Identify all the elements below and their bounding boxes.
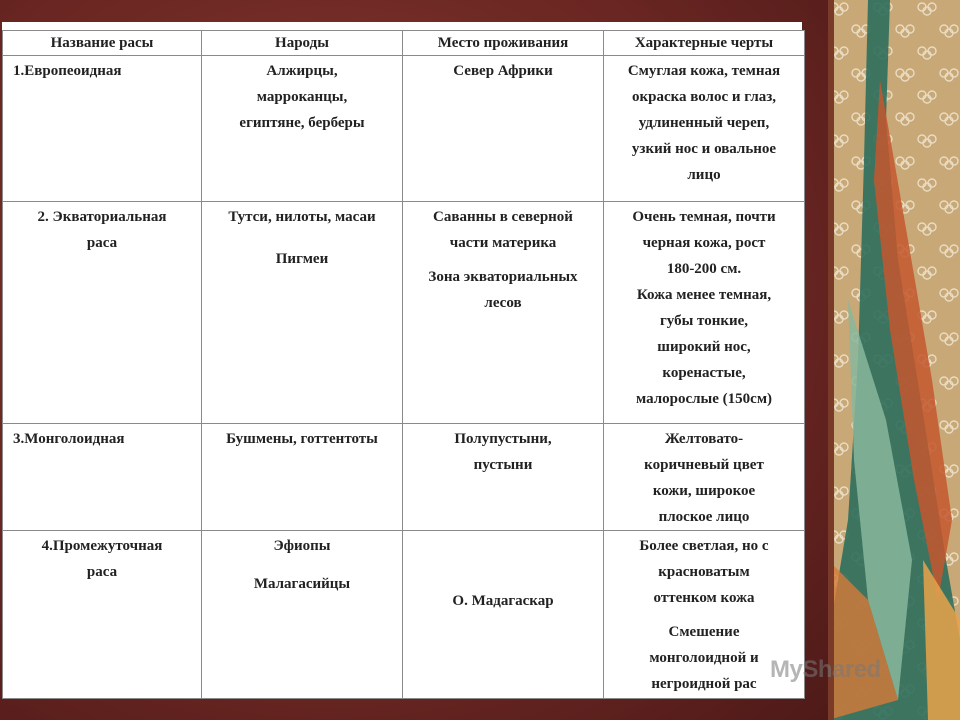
- race-cell: 1.Европеоидная: [3, 56, 202, 202]
- table-row: [3, 202, 805, 424]
- table-row: [3, 531, 805, 699]
- watermark-text: MyShared: [770, 656, 881, 683]
- race-cell: 4.Промежуточная раса: [3, 531, 202, 699]
- decorative-pattern-icon: [828, 0, 960, 720]
- peoples-cell: Тутси, нилоты, масаи Пигмеи: [202, 202, 403, 424]
- peoples-cell: Бушмены, готтентоты: [202, 424, 403, 531]
- features-cell: Очень темная, почти черная кожа, рост 180-200 см. Кожа менее темная, губы тонкие, широкий нос, коренастые, малорослые (150см): [604, 202, 805, 424]
- features-cell: Смуглая кожа, темная окраска волос и глаз, удлиненный череп, узкий нос и овальное лицо: [604, 56, 805, 202]
- header-place: Место проживания: [403, 31, 604, 56]
- race-cell: 3.Монголоидная: [3, 424, 202, 531]
- peoples-cell: Эфиопы Малагасийцы: [202, 531, 403, 699]
- place-cell: Полупустыни, пустыни: [403, 424, 604, 531]
- place-cell: Саванны в северной части материка Зона экваториальных лесов: [403, 202, 604, 424]
- header-peoples: Народы: [202, 31, 403, 56]
- header-features: Характерные черты: [604, 31, 805, 56]
- race-cell: 2. Экваториальная раса: [3, 202, 202, 424]
- table-row: [3, 56, 805, 202]
- table-header-row: [3, 31, 805, 56]
- features-cell: Желтовато- коричневый цвет кожи, широкое плоское лицо: [604, 424, 805, 531]
- place-cell: Север Африки: [403, 56, 604, 202]
- features-cell: Более светлая, но с красноватым оттенком кожа Смешение монголоидной и негроидной рас: [604, 531, 805, 699]
- peoples-cell: Алжирцы, марроканцы, египтяне, берберы: [202, 56, 403, 202]
- place-cell: О. Мадагаскар: [403, 531, 604, 699]
- table-row: [3, 424, 805, 531]
- decorative-side-panel: [828, 0, 960, 720]
- races-table: [2, 30, 805, 699]
- header-race-name: Название расы: [3, 31, 202, 56]
